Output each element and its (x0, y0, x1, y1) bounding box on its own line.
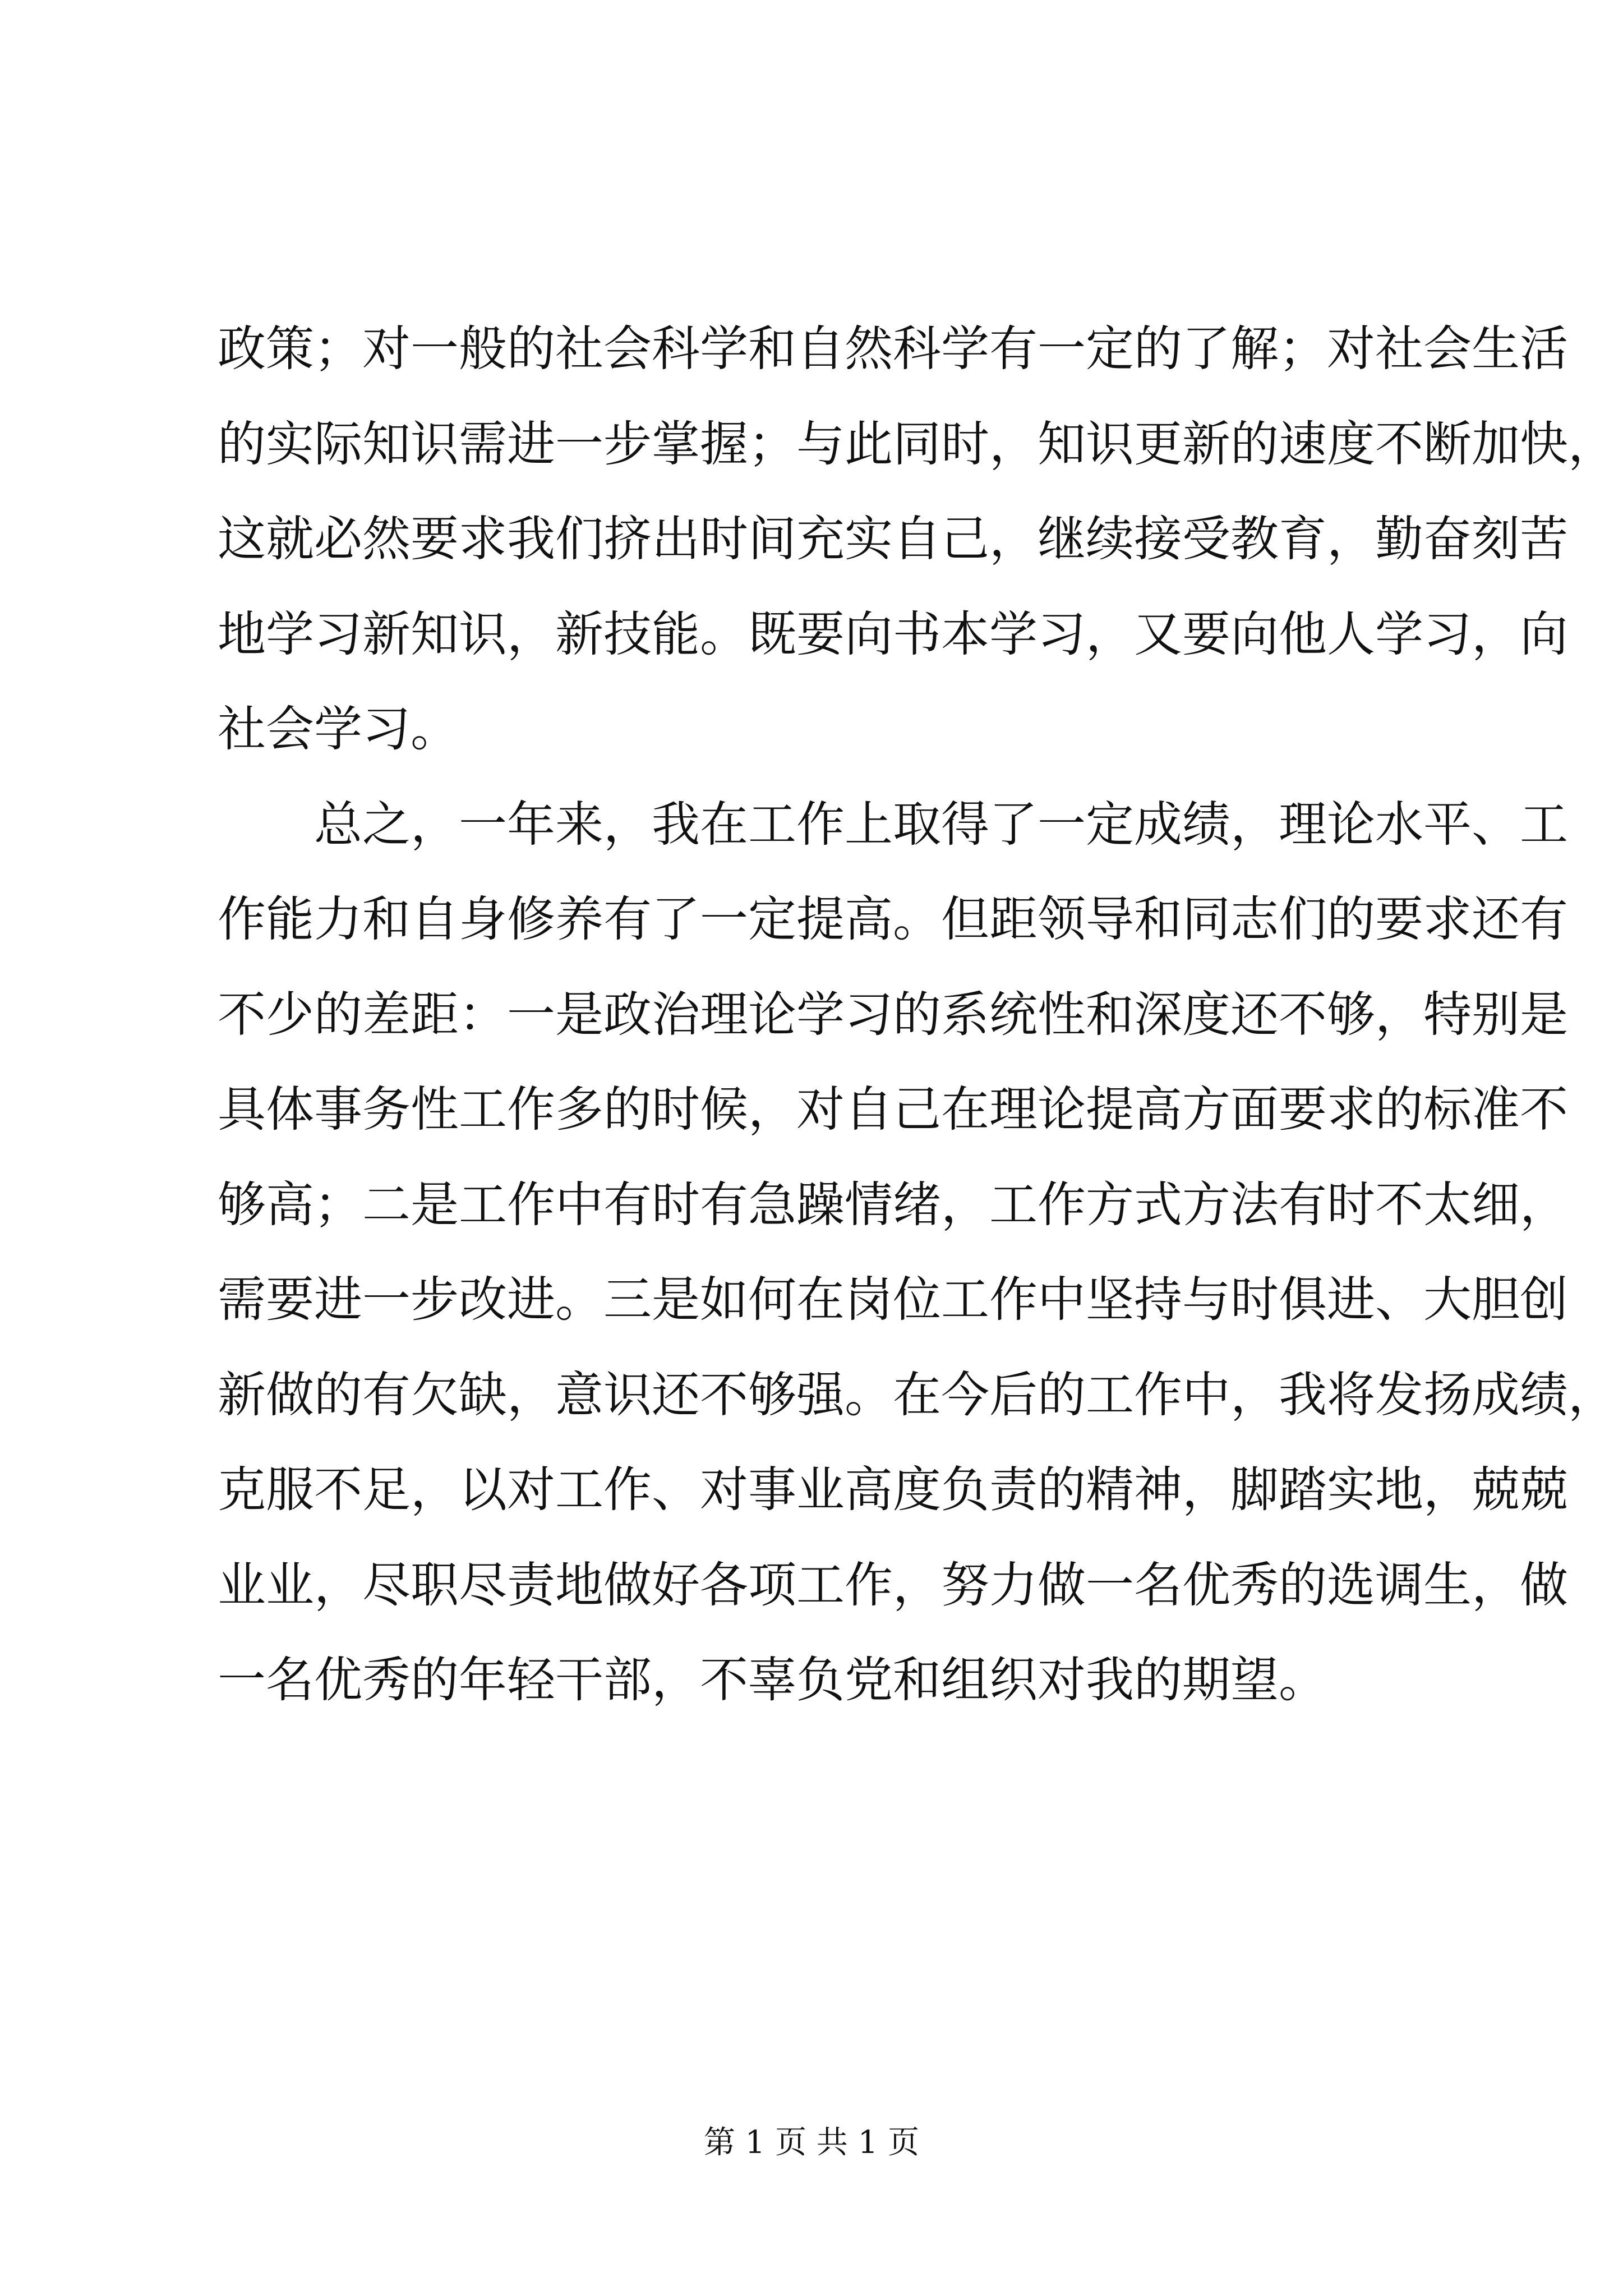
document-body (218, 302, 1616, 1728)
text-line: 作能力和自身修养有了一定提高。但距领导和同志们的要求还有 (218, 891, 1568, 947)
paragraph-start-line: 总之，一年来，我在工作上取得了一定成绩，理论水平、工 (314, 796, 1568, 853)
text-line: 够高；二是工作中有时有急躁情绪，工作方式方法有时不太细， (218, 1176, 1568, 1233)
page-number-label: 第 1 页 共 1 页 (703, 2124, 920, 2161)
text-line: 克服不足，以对工作、对事业高度负责的精神，脚踏实地，兢兢 (218, 1462, 1568, 1518)
text-line: 新做的有欠缺，意识还不够强。在今后的工作中，我将发扬成绩， (218, 1366, 1616, 1423)
text-line: 地学习新知识，新技能。既要向书本学习，又要向他人学习，向 (218, 606, 1568, 662)
page-footer (0, 2123, 1623, 2162)
text-line: 政策；对一般的社会科学和自然科学有一定的了解；对社会生活 (218, 321, 1568, 377)
text-line: 的实际知识需进一步掌握；与此同时，知识更新的速度不断加快， (218, 416, 1616, 472)
text-line: 需要进一步改进。三是如何在岗位工作中坚持与时俱进、大胆创 (218, 1272, 1568, 1328)
text-line: 这就必然要求我们挤出时间充实自己，继续接受教育，勤奋刻苦 (218, 511, 1568, 567)
text-line: 一名优秀的年轻干部，不辜负党和组织对我的期望。 (218, 1652, 1327, 1708)
text-line: 具体事务性工作多的时候，对自己在理论提高方面要求的标准不 (218, 1082, 1568, 1138)
text-line: 不少的差距：一是政治理论学习的系统性和深度还不够，特别是 (218, 986, 1568, 1043)
text-line: 业业，尽职尽责地做好各项工作，努力做一名优秀的选调生，做 (218, 1557, 1568, 1613)
text-line: 社会学习。 (218, 701, 459, 757)
